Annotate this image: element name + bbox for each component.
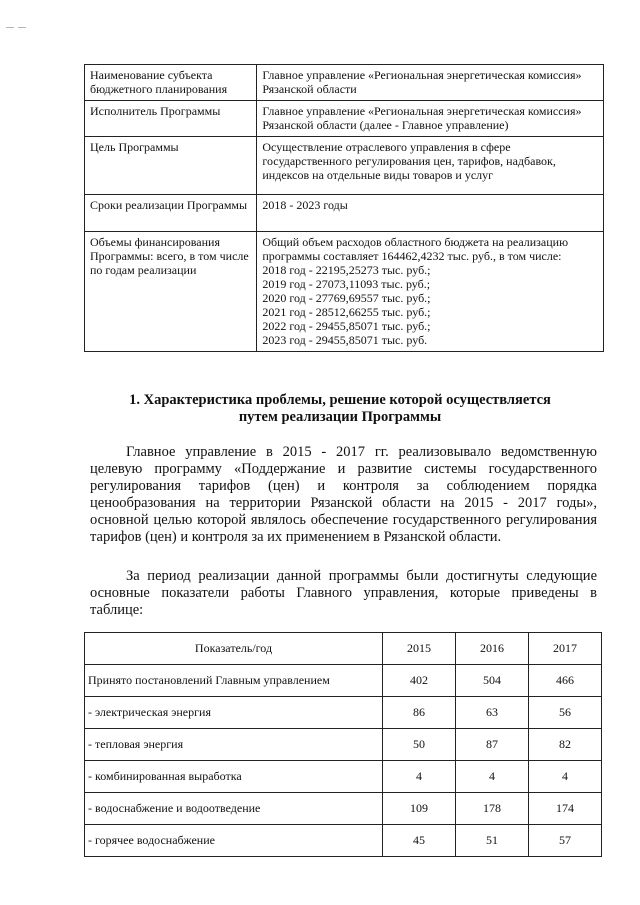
value-2015: 4 bbox=[383, 761, 456, 793]
value-2015: 109 bbox=[383, 793, 456, 825]
table-row bbox=[85, 761, 602, 793]
value-2015: 402 bbox=[383, 665, 456, 697]
table-row bbox=[85, 101, 604, 137]
funding-year: 2022 год - 29455,85071 тыс. руб.; bbox=[262, 319, 431, 333]
value-2016: 63 bbox=[456, 697, 529, 729]
funding-year: 2019 год - 27073,11093 тыс. руб.; bbox=[262, 277, 431, 291]
passport-label: Цель Программы bbox=[85, 137, 257, 195]
paragraph-program-history: Главное управление в 2015 - 2017 гг. реализовывало ведомственную целевую программу «Поддержание и развитие системы государственного регулирования тарифов (цен) и контроля за соблюдением порядка ценообразования на территории Рязанской области на 2015 - 2017 годы», основной целью которой являлось обеспечение государственного регулирования тарифов (цен) и контроля за их применением в Рязанской области. bbox=[90, 444, 597, 545]
indicator-name: Принято постановлений Главным управлением bbox=[85, 665, 383, 697]
results-table bbox=[84, 632, 602, 857]
value-2016: 87 bbox=[456, 729, 529, 761]
table-row bbox=[85, 793, 602, 825]
funding-year: 2023 год - 29455,85071 тыс. руб. bbox=[262, 333, 428, 347]
passport-value: Главное управление «Региональная энергетическая комиссия» Рязанской области (далее - Главное управление) bbox=[257, 101, 604, 137]
value-2017: 82 bbox=[529, 729, 602, 761]
funding-label: Объемы финансирования Программы: всего, в том числе по годам реализации bbox=[85, 232, 257, 352]
passport-label: Исполнитель Программы bbox=[85, 101, 257, 137]
value-2016: 4 bbox=[456, 761, 529, 793]
value-2017: 174 bbox=[529, 793, 602, 825]
value-2016: 504 bbox=[456, 665, 529, 697]
paragraph-results-intro: За период реализации данной программы были достигнуты следующие основные показатели работы Главного управления, которые приведены в таблице: bbox=[90, 568, 597, 618]
value-2015: 50 bbox=[383, 729, 456, 761]
column-header-2017: 2017 bbox=[529, 633, 602, 665]
funding-year: 2018 год - 22195,25273 тыс. руб.; bbox=[262, 263, 431, 277]
passport-label: Сроки реализации Программы bbox=[85, 195, 257, 232]
passport-label: Наименование субъекта бюджетного планирования bbox=[85, 65, 257, 101]
value-2017: 56 bbox=[529, 697, 602, 729]
table-header-row bbox=[85, 633, 602, 665]
table-row bbox=[85, 65, 604, 101]
indicator-name: - водоснабжение и водоотведение bbox=[85, 793, 383, 825]
passport-value: Осуществление отраслевого управления в сфере государственного регулирования цен, тарифов, надбавок, индексов на отдельные виды товаров и услуг bbox=[257, 137, 604, 195]
value-2017: 57 bbox=[529, 825, 602, 857]
section-title-line1: 1. Характеристика проблемы, решение которой осуществляется bbox=[129, 392, 551, 408]
section-title-line2: путем реализации Программы bbox=[238, 409, 442, 425]
indicator-name: - тепловая энергия bbox=[85, 729, 383, 761]
table-row-funding bbox=[85, 232, 604, 352]
value-2015: 45 bbox=[383, 825, 456, 857]
column-header-2016: 2016 bbox=[456, 633, 529, 665]
funding-intro: Общий объем расходов областного бюджета на реализацию программы составляет 164462,4232 тыс. руб., в том числе: bbox=[262, 235, 569, 263]
table-row bbox=[85, 195, 604, 232]
column-header-indicator: Показатель/год bbox=[85, 633, 383, 665]
program-passport-table bbox=[84, 64, 604, 352]
funding-value bbox=[257, 232, 604, 352]
indicator-name: - комбинированная выработка bbox=[85, 761, 383, 793]
value-2016: 178 bbox=[456, 793, 529, 825]
value-2016: 51 bbox=[456, 825, 529, 857]
column-header-2015: 2015 bbox=[383, 633, 456, 665]
indicator-name: - горячее водоснабжение bbox=[85, 825, 383, 857]
passport-value: Главное управление «Региональная энергетическая комиссия» Рязанской области bbox=[257, 65, 604, 101]
funding-year: 2021 год - 28512,66255 тыс. руб.; bbox=[262, 305, 431, 319]
table-row bbox=[85, 729, 602, 761]
table-row bbox=[85, 665, 602, 697]
section-heading bbox=[90, 392, 590, 426]
table-row bbox=[85, 825, 602, 857]
value-2015: 86 bbox=[383, 697, 456, 729]
indicator-name: - электрическая энергия bbox=[85, 697, 383, 729]
value-2017: 466 bbox=[529, 665, 602, 697]
table-row bbox=[85, 697, 602, 729]
scan-corner-mark: — — bbox=[6, 22, 27, 31]
value-2017: 4 bbox=[529, 761, 602, 793]
table-row bbox=[85, 137, 604, 195]
funding-year: 2020 год - 27769,69557 тыс. руб.; bbox=[262, 291, 431, 305]
passport-value: 2018 - 2023 годы bbox=[257, 195, 604, 232]
